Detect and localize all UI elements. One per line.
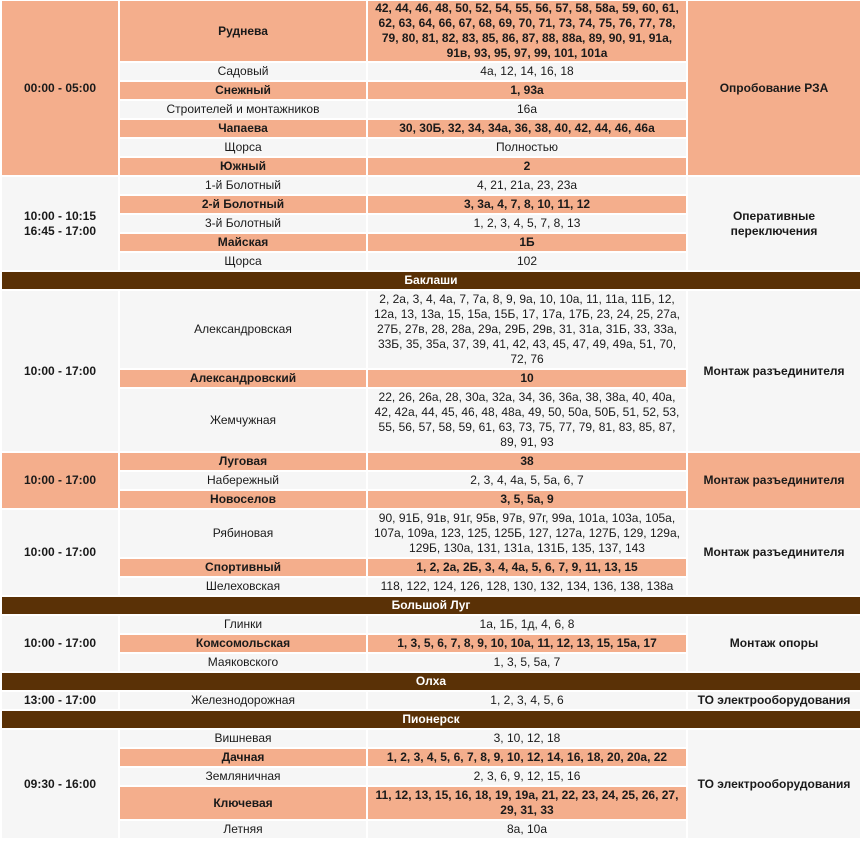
section-header-row [1, 672, 860, 691]
time-range: 10:00 - 17:00 [23, 636, 97, 650]
table-row [1, 729, 860, 748]
house-numbers: 11, 12, 13, 15, 16, 18, 19, 19а, 21, 22, 23, 24, 25, 26, 27, 29, 31, 33 [367, 786, 687, 820]
table-row [1, 615, 860, 634]
time-cell [1, 290, 119, 452]
street-name: Рябиновая [119, 509, 367, 558]
time-range: 09:30 - 16:00 [23, 776, 97, 791]
street-name: Луговая [119, 452, 367, 471]
street-name: Снежный [119, 81, 367, 100]
street-name: Ключевая [119, 786, 367, 820]
street-name: 1-й Болотный [119, 176, 367, 195]
street-name: Садовый [119, 62, 367, 81]
house-numbers: 22, 26, 26а, 28, 30а, 32а, 34, 36, 36а, 38, 38а, 40, 40а, 42, 42а, 44, 45, 46, 48, 48а, 49, 50, 50а, 50Б, 51, 52, 53, 55, 56, 57, 58, 59, 61, 63, 73, 75, 77, 79, 81, 83, 85, 87, 89, 91, 93 [367, 388, 687, 452]
section-header-row [1, 710, 860, 729]
street-name: Строителей и монтажников [119, 100, 367, 119]
street-name: Комсомольская [119, 634, 367, 653]
house-numbers: 3, 5, 5а, 9 [367, 490, 687, 509]
street-name: Железнодорожная [119, 691, 367, 710]
street-name: 3-й Болотный [119, 214, 367, 233]
street-name: Дачная [119, 748, 367, 767]
street-name: Александровская [119, 290, 367, 369]
section-title: Пионерск [1, 710, 860, 729]
time-range: 00:00 - 05:00 [23, 80, 97, 95]
house-numbers: 4а, 12, 14, 16, 18 [367, 62, 687, 81]
time-range: 10:00 - 10:15 [23, 208, 97, 223]
time-cell [1, 452, 119, 509]
street-name: Шелеховская [119, 577, 367, 596]
street-name: Глинки [119, 615, 367, 634]
work-type: Монтаж разъединителя [687, 509, 860, 596]
street-name: Александровский [119, 369, 367, 388]
house-numbers: 1Б [367, 233, 687, 252]
work-type: ТО электрооборудования [687, 729, 860, 839]
house-numbers: 8а, 10а [367, 820, 687, 839]
street-name: Щорса [119, 252, 367, 271]
house-numbers: 1, 3, 5, 6, 7, 8, 9, 10, 10а, 11, 12, 13, 15, 15а, 17 [367, 634, 687, 653]
time-range: 10:00 - 17:00 [23, 473, 97, 487]
section-header-row [1, 271, 860, 290]
house-numbers: 2, 3, 6, 9, 12, 15, 16 [367, 767, 687, 786]
street-name: Набережный [119, 471, 367, 490]
street-name: Руднева [119, 0, 367, 62]
house-numbers: Полностью [367, 138, 687, 157]
work-type: Монтаж разъединителя [687, 290, 860, 452]
street-name: Летняя [119, 820, 367, 839]
work-type: ТО электрооборудования [687, 691, 860, 710]
table-row [1, 290, 860, 369]
house-numbers: 2 [367, 157, 687, 176]
house-numbers: 3, 3а, 4, 7, 8, 10, 11, 12 [367, 195, 687, 214]
section-header-row [1, 596, 860, 615]
table-row [1, 0, 860, 62]
house-numbers: 1а, 1Б, 1д, 4, 6, 8 [367, 615, 687, 634]
time-cell [1, 729, 119, 839]
table-row [1, 691, 860, 710]
house-numbers: 2, 2а, 3, 4, 4а, 7, 7а, 8, 9, 9а, 10, 10а, 11, 11а, 11Б, 12, 12а, 13, 13а, 15, 15а, 15Б, 17, 17а, 17Б, 23, 24, 25, 27а, 27Б, 27в, 28, 28а, 29а, 29Б, 29в, 31, 31а, 31Б, 33, 33а, 33Б, 35, 35а, 37, 39, 41, 42, 43, 45, 47, 49, 49а, 51, 70, 72, 76 [367, 290, 687, 369]
street-name: Новоселов [119, 490, 367, 509]
street-name: Жемчужная [119, 388, 367, 452]
section-title: Олха [1, 672, 860, 691]
house-numbers: 3, 10, 12, 18 [367, 729, 687, 748]
work-type: Монтаж разъединителя [687, 452, 860, 509]
time-cell [1, 691, 119, 710]
house-numbers: 2, 3, 4, 4а, 5, 5а, 6, 7 [367, 471, 687, 490]
street-name: 2-й Болотный [119, 195, 367, 214]
house-numbers: 1, 2, 2а, 2Б, 3, 4, 4а, 5, 6, 7, 9, 11, 13, 15 [367, 558, 687, 577]
house-numbers: 1, 2, 3, 4, 5, 6 [367, 691, 687, 710]
house-numbers: 16а [367, 100, 687, 119]
work-type: Опробование РЗА [687, 0, 860, 176]
table-row [1, 452, 860, 471]
time-range-secondary: 16:45 - 17:00 [23, 223, 97, 238]
house-numbers: 42, 44, 46, 48, 50, 52, 54, 55, 56, 57, 58, 58а, 59, 60, 61, 62, 63, 64, 66, 67, 68, 69, 70, 71, 73, 74, 75, 76, 77, 78, 79, 80, 81, 82, 83, 85, 86, 87, 88, 88а, 89, 90, 91, 91а, 91в, 93, 95, 97, 99, 101, 101а [367, 0, 687, 62]
time-range: 13:00 - 17:00 [23, 693, 97, 707]
time-cell [1, 615, 119, 672]
street-name: Земляничная [119, 767, 367, 786]
house-numbers: 10 [367, 369, 687, 388]
house-numbers: 30, 30Б, 32, 34, 34а, 36, 38, 40, 42, 44, 46, 46а [367, 119, 687, 138]
street-name: Майская [119, 233, 367, 252]
house-numbers: 38 [367, 452, 687, 471]
work-type: Оперативные переключения [687, 176, 860, 271]
street-name: Маяковского [119, 653, 367, 672]
section-title: Баклаши [1, 271, 860, 290]
time-cell [1, 0, 119, 176]
work-type: Монтаж опоры [687, 615, 860, 672]
house-numbers: 118, 122, 124, 126, 128, 130, 132, 134, 136, 138, 138а [367, 577, 687, 596]
table-row [1, 176, 860, 195]
house-numbers: 90, 91Б, 91в, 91г, 95в, 97в, 97г, 99а, 101а, 103а, 105а, 107а, 109а, 123, 125, 125Б, 127, 127а, 127Б, 129, 129а, 129Б, 130а, 131, 131а, 131Б, 135, 137, 143 [367, 509, 687, 558]
street-name: Южный [119, 157, 367, 176]
house-numbers: 1, 3, 5, 5а, 7 [367, 653, 687, 672]
section-title: Большой Луг [1, 596, 860, 615]
house-numbers: 1, 2, 3, 4, 5, 7, 8, 13 [367, 214, 687, 233]
time-range: 10:00 - 17:00 [23, 363, 97, 378]
table-body [1, 0, 860, 839]
street-name: Спортивный [119, 558, 367, 577]
table-row [1, 509, 860, 558]
time-cell [1, 176, 119, 271]
house-numbers: 1, 2, 3, 4, 5, 6, 7, 8, 9, 10, 12, 14, 16, 18, 20, 20а, 22 [367, 748, 687, 767]
street-name: Чапаева [119, 119, 367, 138]
time-range: 10:00 - 17:00 [23, 545, 97, 559]
house-numbers: 1, 93а [367, 81, 687, 100]
house-numbers: 4, 21, 21а, 23, 23а [367, 176, 687, 195]
house-numbers: 102 [367, 252, 687, 271]
street-name: Вишневая [119, 729, 367, 748]
time-cell [1, 509, 119, 596]
street-name: Щорса [119, 138, 367, 157]
